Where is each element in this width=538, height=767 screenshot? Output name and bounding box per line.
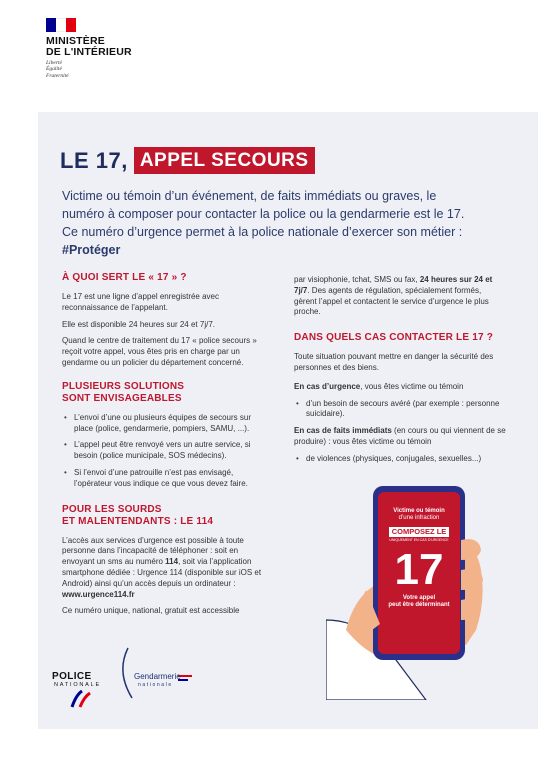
ministry-name-line2: DE L'INTÉRIEUR <box>46 46 132 58</box>
paragraph: Le 17 est une ligne d’appel enregistrée avec reconnaissance de l’appelant. <box>62 292 219 312</box>
intro-paragraph: Victime ou témoin d’un événement, de faits immédiats ou graves, le numéro à composer pour contacter la police ou la gendarmerie est le 17. Ce numéro d’urgence permet à la police nationale d’exercer son métier : #Protéger <box>62 189 465 257</box>
ministry-header <box>46 18 206 79</box>
paragraph: Quand le centre de traitement du 17 « police secours » reçoit votre appel, vous êtes pris en charge par un gendarme ou un policier du département concerné. <box>62 336 257 367</box>
phone-screen-text: Victime ou témoin d’une infraction COMPOSEZ LE UNIQUEMENT EN CAS D’URGENCE 17 Votre appel peut être déterminant <box>378 508 460 609</box>
paragraph: Toute situation pouvant mettre en danger la sécurité des personnes et des biens. <box>294 352 494 372</box>
ministry-name-line1: MINISTÈRE <box>46 35 105 47</box>
section-heading-deaf: POUR LES SOURDS ET MALENTENDANTS : LE 114 <box>62 503 214 527</box>
list-item: • L’envoi d’une ou plusieurs équipes de secours sur place (police, gendarmerie, pompiers, SAMU, ...). <box>62 413 272 435</box>
urgence114-link[interactable]: www.urgence114.fr <box>62 589 135 599</box>
page-title <box>60 146 315 175</box>
immediate-facts-list <box>294 454 506 465</box>
list-item: • Si l’envoi d’une patrouille n’est pas envisagé, l’opérateur vous indique ce que vous devez faire. <box>62 468 272 490</box>
list-item: • L’appel peut être renvoyé vers un autre service, si besoin (police municipale, SOS médecins). <box>62 440 272 462</box>
paragraph: par visiophonie, tchat, SMS ou fax, 24 heures sur 24 et 7j/7. Des agents de régulation, spécialement formés, gèrent l’appel et contactent le service d’urgence le plus proche. <box>294 275 493 317</box>
solutions-list <box>62 413 272 490</box>
paragraph: Ce numéro unique, national, gratuit est accessible <box>62 606 240 616</box>
title-number: LE 17, <box>60 147 128 173</box>
police-nationale-logo: POLICE NATIONALE <box>52 672 108 712</box>
compose-badge: COMPOSEZ LE <box>389 527 449 537</box>
gendarmerie-logo: Gendarmerie nationale <box>112 642 202 702</box>
republic-motto: Liberté Égalité Fraternité <box>46 60 69 79</box>
left-column <box>62 272 272 623</box>
section-heading-purpose: À QUOI SERT LE « 17 » ? <box>62 272 187 283</box>
list-item: • d’un besoin de secours avéré (par exemple : personne suicidaire). <box>294 399 506 421</box>
section-heading-solutions: PLUSIEURS SOLUTIONS SONT ENVISAGEABLES <box>62 380 185 404</box>
phone-illustration <box>326 470 516 700</box>
right-column <box>294 275 506 471</box>
list-item: • de violences (physiques, conjugales, sexuelles...) <box>294 454 506 465</box>
paragraph: En cas de faits immédiats (en cours ou qui viennent de se produire) : vous êtes victime ou témoin <box>294 426 506 446</box>
paragraph: L’accès aux services d’urgence est possible à toute personne dans l’incapacité de téléphoner : soit en envoyant un sms au numéro 114, soit via l’application smartphone dédiée : Urgence 114 (disponible sur iOS et Android) ainsi qu’un accès depuis un ordinateur : www.urgence114.fr <box>62 535 262 599</box>
hashtag: #Protéger <box>62 243 121 257</box>
phone-number-17: 17 <box>394 545 444 594</box>
title-highlight: APPEL SECOURS <box>134 147 315 174</box>
police-swoosh-icon <box>64 689 104 709</box>
section-heading-when: DANS QUELS CAS CONTACTER LE 17 ? <box>294 332 494 344</box>
french-flag-icon <box>46 18 76 32</box>
emergency-list <box>294 399 506 421</box>
paragraph: Elle est disponible 24 heures sur 24 et 7j/7. <box>62 319 215 329</box>
paragraph: En cas d’urgence, vous êtes victime ou témoin <box>294 381 464 391</box>
